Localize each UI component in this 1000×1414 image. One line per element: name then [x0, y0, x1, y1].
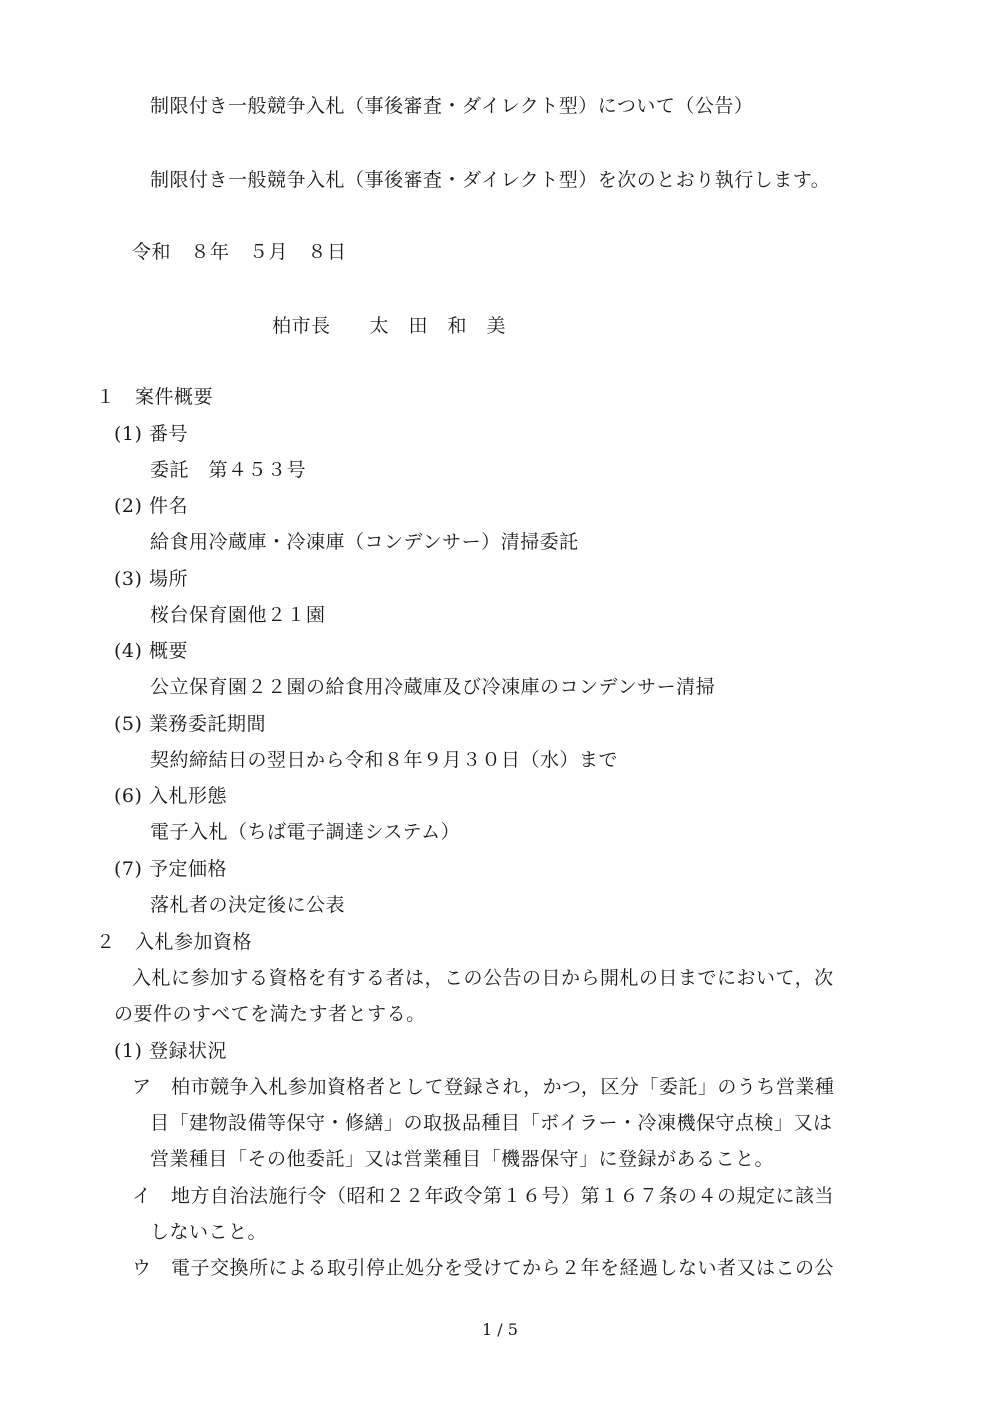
item-value: 契約締結日の翌日から令和８年９月３０日（水）まで [150, 749, 619, 771]
item-u-line1: ウ 電子交換所による取引停止処分を受けてから２年を経過しない者又はこの公 [132, 1257, 835, 1279]
item-a-line3: 営業種目「その他委託」又は営業種目「機器保守」に登録があること。 [150, 1148, 775, 1170]
item-value: 公立保育園２２園の給食用冷蔵庫及び冷凍庫のコンデンサー清掃 [150, 676, 716, 698]
item-value: 給食用冷蔵庫・冷凍庫（コンデンサー）清掃委託 [150, 531, 579, 553]
notice-title: 制限付き一般競争入札（事後審査・ダイレクト型）について（公告） [150, 95, 754, 117]
notice-issuer: 柏市長 太 田 和 美 [272, 315, 507, 337]
item-a-line2: 目「建物設備等保守・修繕」の取扱品種目「ボイラー・冷凍機保守点検」又は [150, 1112, 833, 1134]
item-label: (1) 番号 [114, 423, 188, 445]
section2-intro-line1: 入札に参加する資格を有する者は，この公告の日から開札の日までにおいて，次 [132, 967, 834, 989]
section2-intro-line2: の要件のすべてを満たす者とする。 [114, 1003, 426, 1025]
item-label: (6) 入札形態 [114, 785, 227, 807]
notice-date: 令和 ８年 ５月 ８日 [132, 241, 347, 263]
item-value: 落札者の決定後に公表 [150, 894, 346, 916]
item-value: 委託 第４５３号 [150, 459, 307, 481]
item-i-line2: しないこと。 [150, 1221, 268, 1243]
section2-heading: ２ 入札参加資格 [96, 931, 253, 953]
item-value: 電子入札（ちば電子調達システム） [150, 821, 461, 843]
item-label: (5) 業務委託期間 [114, 713, 266, 735]
item-value: 桜台保育園他２１園 [150, 604, 326, 626]
notice-intro: 制限付き一般競争入札（事後審査・ダイレクト型）を次のとおり執行します。 [150, 169, 831, 191]
item-label: (4) 概要 [114, 640, 188, 662]
page-number: 1 / 5 [482, 1320, 518, 1339]
item-label: (3) 場所 [114, 568, 188, 590]
item-label: (7) 予定価格 [114, 858, 227, 880]
item-a-line1: ア 柏市競争入札参加資格者として登録され，かつ，区分「委託」のうち営業種 [132, 1076, 835, 1098]
subsection-label: (1) 登録状況 [114, 1040, 227, 1062]
item-i-line1: イ 地方自治法施行令（昭和２２年政令第１６号）第１６７条の４の規定に該当 [132, 1185, 835, 1207]
item-label: (2) 件名 [114, 495, 188, 517]
section1-heading: １ 案件概要 [96, 386, 214, 408]
